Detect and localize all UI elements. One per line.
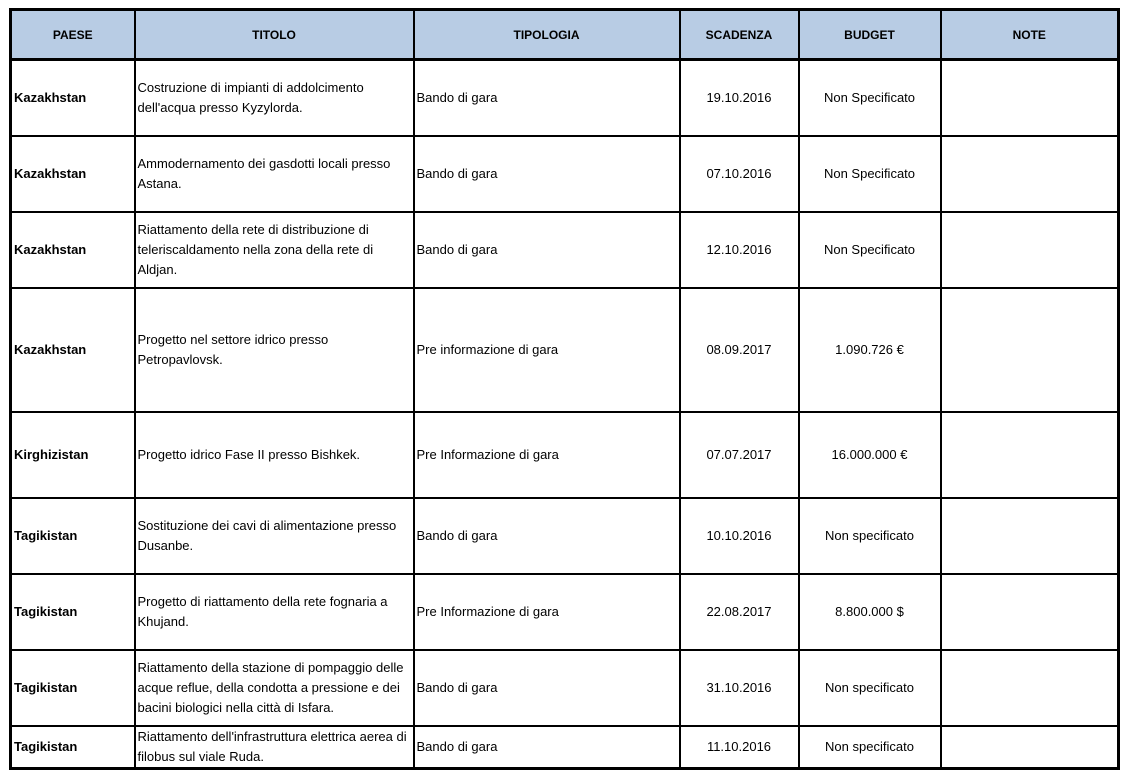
cell-scadenza: 11.10.2016 (680, 726, 799, 769)
cell-paese: Kazakhstan (11, 60, 135, 136)
header-row (11, 10, 1119, 60)
cell-paese: Kirghizistan (11, 412, 135, 498)
header-titolo: TITOLO (135, 10, 414, 60)
table-row (11, 650, 1119, 726)
cell-titolo: Ammodernamento dei gasdotti locali presso Astana. (135, 136, 414, 212)
cell-paese: Tagikistan (11, 650, 135, 726)
cell-budget: Non Specificato (799, 60, 941, 136)
cell-tipologia: Pre Informazione di gara (414, 412, 680, 498)
cell-paese: Kazakhstan (11, 136, 135, 212)
header-tipologia: TIPOLOGIA (414, 10, 680, 60)
cell-paese: Tagikistan (11, 498, 135, 574)
cell-note (941, 650, 1119, 726)
cell-scadenza: 08.09.2017 (680, 288, 799, 412)
cell-paese: Tagikistan (11, 726, 135, 769)
header-paese: PAESE (11, 10, 135, 60)
header-budget: BUDGET (799, 10, 941, 60)
table-row (11, 726, 1119, 769)
cell-note (941, 726, 1119, 769)
cell-scadenza: 07.07.2017 (680, 412, 799, 498)
table-row (11, 412, 1119, 498)
cell-tipologia: Bando di gara (414, 726, 680, 769)
cell-tipologia: Pre informazione di gara (414, 288, 680, 412)
table-row (11, 498, 1119, 574)
cell-note (941, 136, 1119, 212)
cell-budget: Non specificato (799, 650, 941, 726)
cell-note (941, 574, 1119, 650)
cell-tipologia: Bando di gara (414, 136, 680, 212)
header-note: NOTE (941, 10, 1119, 60)
table-row (11, 212, 1119, 288)
cell-tipologia: Bando di gara (414, 60, 680, 136)
cell-note (941, 412, 1119, 498)
tenders-table (9, 8, 1120, 770)
cell-paese: Kazakhstan (11, 288, 135, 412)
cell-titolo: Riattamento della stazione di pompaggio delle acque reflue, della condotta a pressione e dei bacini biologici nella città di Isfara. (135, 650, 414, 726)
cell-tipologia: Bando di gara (414, 650, 680, 726)
cell-budget: Non specificato (799, 726, 941, 769)
cell-paese: Tagikistan (11, 574, 135, 650)
cell-budget: Non Specificato (799, 136, 941, 212)
cell-tipologia: Bando di gara (414, 212, 680, 288)
cell-budget: 8.800.000 $ (799, 574, 941, 650)
table-row (11, 288, 1119, 412)
cell-budget: 16.000.000 € (799, 412, 941, 498)
table-row (11, 136, 1119, 212)
cell-titolo: Riattamento dell'infrastruttura elettrica aerea di filobus sul viale Ruda. (135, 726, 414, 769)
cell-budget: Non Specificato (799, 212, 941, 288)
cell-paese: Kazakhstan (11, 212, 135, 288)
cell-note (941, 288, 1119, 412)
cell-budget: Non specificato (799, 498, 941, 574)
cell-titolo: Progetto nel settore idrico presso Petropavlovsk. (135, 288, 414, 412)
cell-titolo: Costruzione di impianti di addolcimento dell'acqua presso Kyzylorda. (135, 60, 414, 136)
cell-scadenza: 19.10.2016 (680, 60, 799, 136)
cell-note (941, 498, 1119, 574)
cell-scadenza: 07.10.2016 (680, 136, 799, 212)
cell-titolo: Riattamento della rete di distribuzione di teleriscaldamento nella zona della rete di Aldjan. (135, 212, 414, 288)
cell-scadenza: 10.10.2016 (680, 498, 799, 574)
cell-tipologia: Pre Informazione di gara (414, 574, 680, 650)
header-scadenza: SCADENZA (680, 10, 799, 60)
table-row (11, 574, 1119, 650)
cell-scadenza: 31.10.2016 (680, 650, 799, 726)
cell-note (941, 60, 1119, 136)
table-row (11, 60, 1119, 136)
cell-scadenza: 12.10.2016 (680, 212, 799, 288)
cell-tipologia: Bando di gara (414, 498, 680, 574)
cell-titolo: Sostituzione dei cavi di alimentazione presso Dusanbe. (135, 498, 414, 574)
cell-budget: 1.090.726 € (799, 288, 941, 412)
cell-scadenza: 22.08.2017 (680, 574, 799, 650)
cell-note (941, 212, 1119, 288)
cell-titolo: Progetto idrico Fase II presso Bishkek. (135, 412, 414, 498)
cell-titolo: Progetto di riattamento della rete fognaria a Khujand. (135, 574, 414, 650)
